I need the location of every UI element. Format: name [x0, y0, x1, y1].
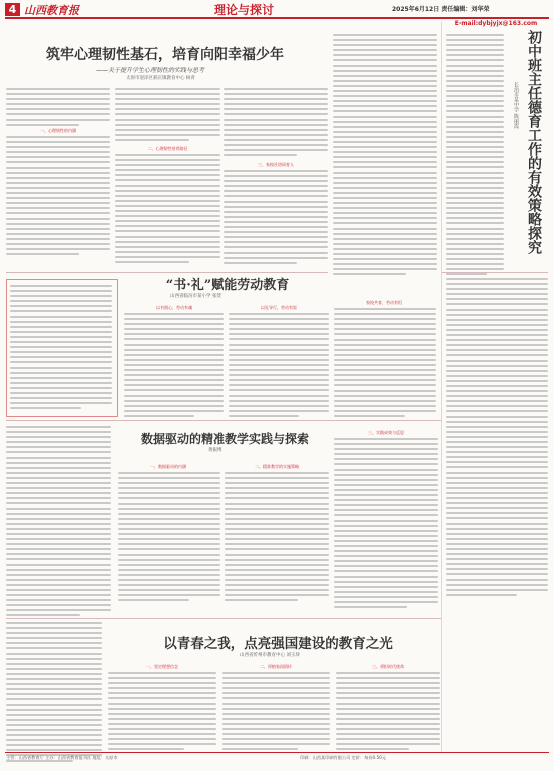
- article-5-col-1: [446, 34, 504, 279]
- article-3-col-1: [6, 426, 111, 620]
- article-3-subhead-2: 二、精准教学的实施策略: [255, 464, 299, 469]
- article-4-byline: 山西省忻州市教育中心 刘玉珍: [240, 653, 300, 658]
- article-3-col-3: [225, 472, 329, 604]
- article-5-byline: 长治市某中学 陈丽霞: [513, 82, 519, 129]
- article-2-subhead-2: 以礼导行，劳动有矩: [261, 305, 297, 310]
- article-1-title: 筑牢心理韧性基石，培育向阳幸福少年: [46, 47, 284, 63]
- article-1-bottom-rule: [6, 272, 328, 273]
- article-1-col-4: [333, 34, 437, 279]
- article-5-title: 初中班主任德育工作的有效策略探究: [526, 30, 542, 254]
- article-4-col-2: [108, 672, 216, 754]
- article-2-col-1: [124, 313, 224, 420]
- article-2-title: “书·礼”赋能劳动教育: [165, 278, 290, 293]
- article-4-subhead-3: 三、勇担时代使命: [372, 664, 404, 669]
- article-1-col-1: [6, 88, 110, 129]
- page-number: 4: [5, 3, 20, 16]
- article-4-col-1: [6, 622, 102, 765]
- article-2-bottom-rule: [6, 420, 442, 421]
- article-3-bottom-rule: [6, 618, 442, 619]
- article-3-subhead-3: 三、实践成效与反思: [368, 430, 404, 435]
- article-1-col-3: [224, 88, 328, 159]
- article-3-byline: 黄振博: [208, 448, 222, 453]
- email: E-mail:dybjyjx@163.com: [454, 20, 538, 27]
- article-3-col-4: [334, 438, 438, 611]
- article-1-col-2b: [115, 154, 220, 266]
- article-3-col-2: [118, 472, 220, 604]
- article-3-subhead-1: 一、数据驱动的内涵: [150, 464, 186, 469]
- article-1-col-2: [115, 88, 220, 144]
- section-title: 理论与探讨: [214, 3, 275, 17]
- article-2-subhead-1: 以书润心，劳动有魂: [156, 305, 192, 310]
- footer-left: 主管：山西省教育厅 主办：山西省教育报刊社 地址：太原市: [6, 755, 118, 760]
- article-1-byline: 太原市迎泽区郝庄镇教育中心 杨青: [126, 76, 195, 81]
- article-4-title: 以青春之我，点亮强国建设的教育之光: [163, 636, 393, 652]
- article-2-col-2: [229, 313, 329, 420]
- lower-right-divider: [441, 302, 442, 752]
- article-1-subhead-1: 一、心理韧性的内涵: [40, 128, 76, 133]
- footer-right: 印刷：山西某印刷有限公司 定价：每份0.50元: [300, 755, 387, 760]
- article-5-rule: [442, 272, 548, 273]
- header-rule: [5, 17, 549, 19]
- article-2-col-3: [334, 308, 436, 420]
- article-4-col-3: [222, 672, 330, 754]
- right-column-divider: [441, 22, 442, 302]
- article-1-subhead-2: 二、心理韧性培养路径: [147, 146, 188, 151]
- article-5-col-2: [446, 278, 548, 599]
- article-4-subhead-2: 二、厚植家国情怀: [260, 664, 292, 669]
- footer-rule: [5, 752, 549, 753]
- article-2-byline: 山西省临汾市某小学 张萱: [170, 294, 221, 299]
- article-1-col-1b: [6, 136, 110, 258]
- article-1-col-3b: [224, 170, 328, 267]
- article-1-subtitle: ——关于提升学生心理韧性的实践与思考: [96, 67, 205, 74]
- article-2-box-text: [10, 285, 112, 412]
- article-1-subhead-3: 三、家校社协同育人: [258, 162, 294, 167]
- article-2-subhead-3: 家校共育，劳动有恒: [366, 300, 402, 305]
- article-3-title: 数据驱动的精准教学实践与探索: [140, 432, 309, 446]
- article-4-subhead-1: 一、坚定理想信念: [146, 664, 178, 669]
- paper-logo: 山西教育报: [24, 4, 79, 17]
- article-4-col-4: [336, 672, 440, 754]
- date-editor: 2025年6月12日 责任编辑：刘华荣: [392, 6, 490, 13]
